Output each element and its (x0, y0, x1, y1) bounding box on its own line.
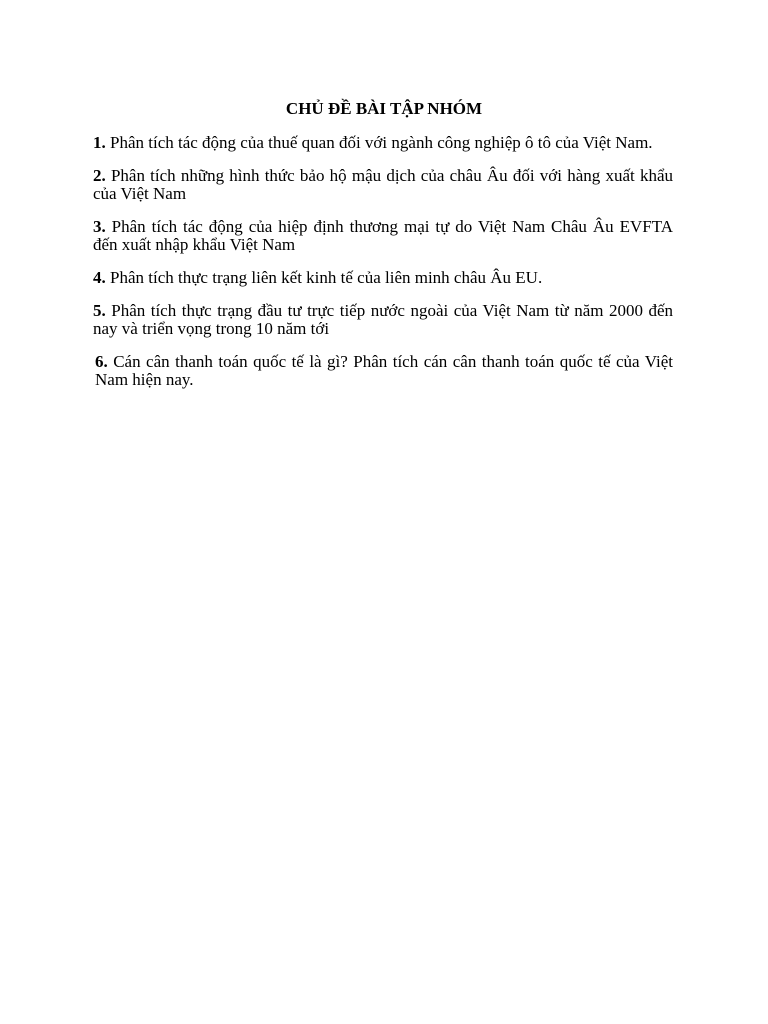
topic-item-2 (93, 167, 673, 203)
topic-number: 4. (93, 268, 106, 287)
topic-item-3 (93, 218, 673, 254)
topic-number: 2. (93, 166, 106, 185)
topic-text: Cán cân thanh toán quốc tế là gì? Phân tích cán cân thanh toán quốc tế của Việt Nam hiện nay. (95, 352, 673, 389)
topic-item-4 (93, 269, 673, 287)
topic-item-5 (93, 302, 673, 338)
topic-number: 3. (93, 217, 106, 236)
topic-text: Phân tích tác động của hiệp định thương mại tự do Việt Nam Châu Âu EVFTA đến xuất nhập khẩu Việt Nam (93, 217, 673, 254)
topic-number: 6. (95, 352, 108, 371)
topic-number: 5. (93, 301, 106, 320)
topic-text: Phân tích tác động của thuế quan đối với ngành công nghiệp ô tô của Việt Nam. (105, 133, 653, 152)
topic-text: Phân tích những hình thức bảo hộ mậu dịch của châu Âu đối với hàng xuất khẩu của Việt Nam (93, 166, 673, 203)
topic-list (93, 134, 673, 404)
topic-item-6 (93, 353, 673, 389)
topic-number: 1. (93, 133, 106, 152)
document-title: CHỦ ĐỀ BÀI TẬP NHÓM (285, 99, 483, 118)
topic-text: Phân tích thực trạng đầu tư trực tiếp nước ngoài của Việt Nam từ năm 2000 đến nay và triển vọng trong 10 năm tới (93, 301, 673, 338)
topic-text: Phân tích thực trạng liên kết kinh tế của liên minh châu Âu EU. (105, 268, 543, 287)
topic-item-1 (93, 134, 673, 152)
